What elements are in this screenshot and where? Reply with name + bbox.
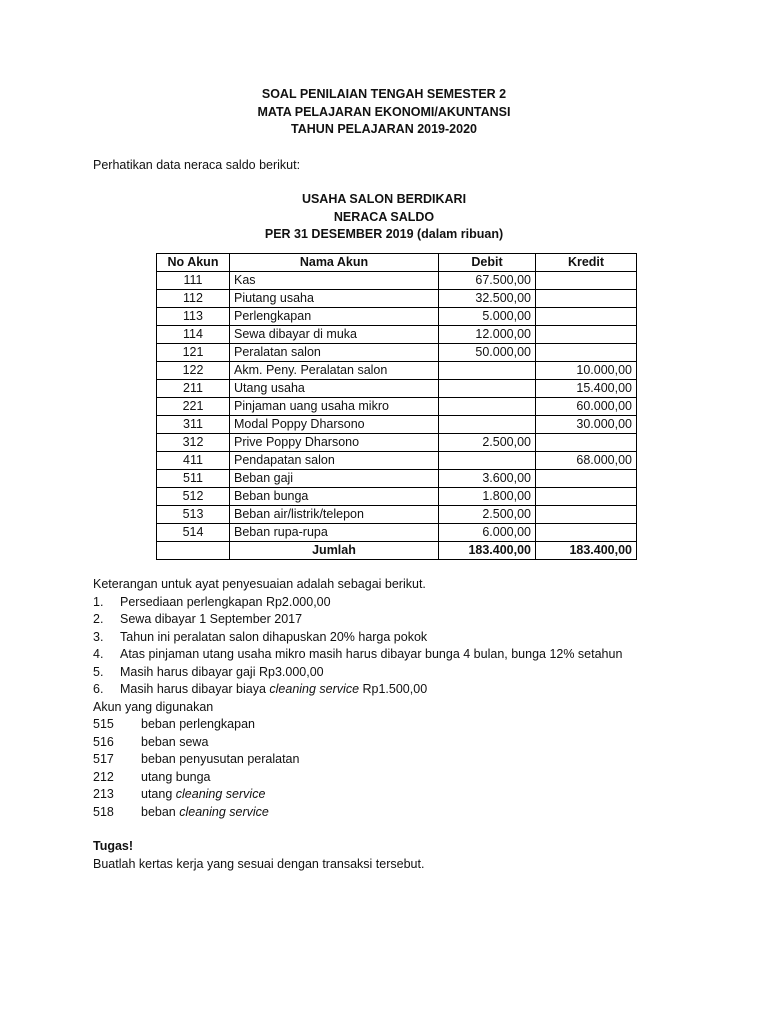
exam-heading bbox=[0, 86, 768, 139]
account-name: Kas bbox=[230, 272, 439, 290]
debit-value: 5.000,00 bbox=[439, 308, 536, 326]
account-name: Pinjaman uang usaha mikro bbox=[230, 398, 439, 416]
company-name: USAHA SALON BERDIKARI bbox=[301, 192, 467, 206]
account-number: 111 bbox=[157, 272, 230, 290]
table-row bbox=[157, 416, 637, 434]
table-row bbox=[157, 470, 637, 488]
account-name: Sewa dibayar di muka bbox=[230, 326, 439, 344]
account-number: 515 bbox=[93, 717, 114, 731]
table-header-row bbox=[157, 254, 637, 272]
account-number: 211 bbox=[157, 380, 230, 398]
account-name: Beban gaji bbox=[230, 470, 439, 488]
debit-value: 12.000,00 bbox=[439, 326, 536, 344]
account-number: 114 bbox=[157, 326, 230, 344]
intro-text: Perhatikan data neraca saldo berikut: bbox=[93, 158, 301, 172]
debit-value: 2.500,00 bbox=[439, 434, 536, 452]
list-number: 5. bbox=[93, 664, 104, 679]
list-text: Tahun ini peralatan salon dihapuskan 20% harga pokok bbox=[120, 629, 428, 644]
account-item bbox=[93, 769, 693, 787]
account-name: Utang usaha bbox=[230, 380, 439, 398]
total-label: Jumlah bbox=[230, 542, 439, 560]
account-name bbox=[141, 716, 255, 734]
list-text: Masih harus dibayar gaji Rp3.000,00 bbox=[120, 664, 324, 679]
kredit-value bbox=[536, 326, 637, 344]
table-row bbox=[157, 362, 637, 380]
header-kredit: Kredit bbox=[536, 254, 637, 272]
debit-value bbox=[439, 452, 536, 470]
account-name: Beban rupa-rupa bbox=[230, 524, 439, 542]
list-number: 2. bbox=[93, 612, 104, 626]
kredit-value bbox=[536, 344, 637, 362]
list-item bbox=[93, 611, 693, 629]
account-number: 411 bbox=[157, 452, 230, 470]
kredit-value bbox=[536, 290, 637, 308]
list-text: Sewa dibayar 1 September 2017 bbox=[120, 612, 303, 626]
account-number: 221 bbox=[157, 398, 230, 416]
list-item bbox=[93, 594, 693, 612]
report-heading bbox=[0, 191, 768, 244]
account-item bbox=[93, 751, 693, 769]
account-name: Akm. Peny. Peralatan salon bbox=[230, 362, 439, 380]
list-item bbox=[93, 629, 693, 647]
debit-value bbox=[439, 416, 536, 434]
list-text-part: Rp1.500,00 bbox=[359, 682, 428, 696]
table-row bbox=[157, 344, 637, 362]
account-name-part: beban bbox=[141, 804, 180, 819]
trial-balance-table bbox=[156, 253, 637, 560]
adjustment-list bbox=[93, 594, 693, 699]
account-item bbox=[93, 734, 693, 752]
account-name: Perlengkapan bbox=[230, 308, 439, 326]
account-number: 518 bbox=[93, 804, 114, 819]
debit-value: 2.500,00 bbox=[439, 506, 536, 524]
debit-value: 6.000,00 bbox=[439, 524, 536, 542]
debit-value: 32.500,00 bbox=[439, 290, 536, 308]
debit-value: 50.000,00 bbox=[439, 344, 536, 362]
account-name: Piutang usaha bbox=[230, 290, 439, 308]
kredit-value bbox=[536, 434, 637, 452]
total-row bbox=[157, 542, 637, 560]
header-debit: Debit bbox=[439, 254, 536, 272]
list-number: 3. bbox=[93, 629, 104, 644]
account-number: 311 bbox=[157, 416, 230, 434]
account-number: 212 bbox=[93, 769, 114, 784]
account-name: Beban air/listrik/telepon bbox=[230, 506, 439, 524]
heading-line-1: SOAL PENILAIAN TENGAH SEMESTER 2 bbox=[261, 87, 507, 101]
account-name bbox=[141, 769, 211, 787]
table-row bbox=[157, 290, 637, 308]
account-item bbox=[93, 786, 693, 804]
account-name-part: utang bunga bbox=[141, 769, 211, 784]
account-item bbox=[93, 804, 693, 822]
kredit-value: 30.000,00 bbox=[536, 416, 637, 434]
heading-line-3: TAHUN PELAJARAN 2019-2020 bbox=[291, 122, 477, 136]
debit-value bbox=[439, 398, 536, 416]
account-name: Beban bunga bbox=[230, 488, 439, 506]
debit-value: 67.500,00 bbox=[439, 272, 536, 290]
list-text bbox=[120, 681, 427, 699]
kredit-value bbox=[536, 272, 637, 290]
table-row bbox=[157, 452, 637, 470]
list-text-part: Masih harus dibayar biaya bbox=[120, 682, 270, 696]
total-kredit: 183.400,00 bbox=[536, 542, 637, 560]
account-name bbox=[141, 734, 208, 752]
table-row bbox=[157, 380, 637, 398]
debit-value: 1.800,00 bbox=[439, 488, 536, 506]
list-item bbox=[93, 664, 693, 682]
list-item bbox=[93, 646, 693, 664]
account-item bbox=[93, 716, 693, 734]
kredit-value bbox=[536, 506, 637, 524]
kredit-value bbox=[536, 488, 637, 506]
account-number: 512 bbox=[157, 488, 230, 506]
account-name-part: beban sewa bbox=[141, 734, 209, 749]
account-number: 514 bbox=[157, 524, 230, 542]
kredit-value: 60.000,00 bbox=[536, 398, 637, 416]
account-name-part: beban perlengkapan bbox=[141, 717, 255, 731]
table-row bbox=[157, 506, 637, 524]
table-row bbox=[157, 326, 637, 344]
kredit-value: 68.000,00 bbox=[536, 452, 637, 470]
accounts-title: Akun yang digunakan bbox=[93, 699, 214, 714]
total-debit: 183.400,00 bbox=[439, 542, 536, 560]
account-number: 516 bbox=[93, 734, 114, 749]
table-row bbox=[157, 434, 637, 452]
total-no bbox=[157, 542, 230, 560]
table-row bbox=[157, 308, 637, 326]
table-row bbox=[157, 398, 637, 416]
account-name: Modal Poppy Dharsono bbox=[230, 416, 439, 434]
report-name: NERACA SALDO bbox=[333, 209, 435, 224]
report-period: PER 31 DESEMBER 2019 (dalam ribuan) bbox=[264, 227, 504, 241]
list-number: 6. bbox=[93, 682, 104, 696]
account-number: 113 bbox=[157, 308, 230, 326]
account-number: 513 bbox=[157, 506, 230, 524]
notes-title: Keterangan untuk ayat penyesuaian adalah sebagai berikut. bbox=[93, 577, 426, 591]
list-number: 4. bbox=[93, 647, 104, 661]
table-row bbox=[157, 488, 637, 506]
account-name: Pendapatan salon bbox=[230, 452, 439, 470]
account-number: 122 bbox=[157, 362, 230, 380]
account-name-part: beban penyusutan peralatan bbox=[141, 752, 300, 766]
list-number: 1. bbox=[93, 594, 104, 609]
account-name bbox=[141, 751, 299, 769]
table-row bbox=[157, 272, 637, 290]
list-text-italic: cleaning service bbox=[269, 682, 360, 696]
heading-line-2: MATA PELAJARAN EKONOMI/AKUNTANSI bbox=[257, 104, 511, 119]
debit-value bbox=[439, 380, 536, 398]
account-number: 112 bbox=[157, 290, 230, 308]
list-text: Atas pinjaman utang usaha mikro masih harus dibayar bunga 4 bulan, bunga 12% setahun bbox=[120, 647, 623, 661]
list-text: Persediaan perlengkapan Rp2.000,00 bbox=[120, 594, 331, 609]
header-no-akun: No Akun bbox=[157, 254, 230, 272]
account-name-italic: cleaning service bbox=[179, 804, 269, 819]
kredit-value bbox=[536, 524, 637, 542]
account-number: 121 bbox=[157, 344, 230, 362]
kredit-value bbox=[536, 470, 637, 488]
account-name bbox=[141, 804, 269, 822]
task-text: Buatlah kertas kerja yang sesuai dengan transaksi tersebut. bbox=[93, 856, 425, 871]
task-title: Tugas! bbox=[93, 839, 134, 853]
account-number: 511 bbox=[157, 470, 230, 488]
debit-value bbox=[439, 362, 536, 380]
list-item bbox=[93, 681, 693, 699]
table-row bbox=[157, 524, 637, 542]
account-number: 312 bbox=[157, 434, 230, 452]
kredit-value: 10.000,00 bbox=[536, 362, 637, 380]
accounts-list bbox=[93, 716, 693, 821]
kredit-value: 15.400,00 bbox=[536, 380, 637, 398]
account-name-italic: cleaning service bbox=[175, 787, 266, 801]
account-name: Prive Poppy Dharsono bbox=[230, 434, 439, 452]
kredit-value bbox=[536, 308, 637, 326]
adjustment-notes bbox=[93, 576, 693, 873]
account-name bbox=[141, 786, 265, 804]
account-name: Peralatan salon bbox=[230, 344, 439, 362]
account-number: 213 bbox=[93, 787, 114, 801]
account-number: 517 bbox=[93, 752, 114, 766]
account-name-part: utang bbox=[141, 787, 176, 801]
header-nama-akun: Nama Akun bbox=[230, 254, 439, 272]
debit-value: 3.600,00 bbox=[439, 470, 536, 488]
